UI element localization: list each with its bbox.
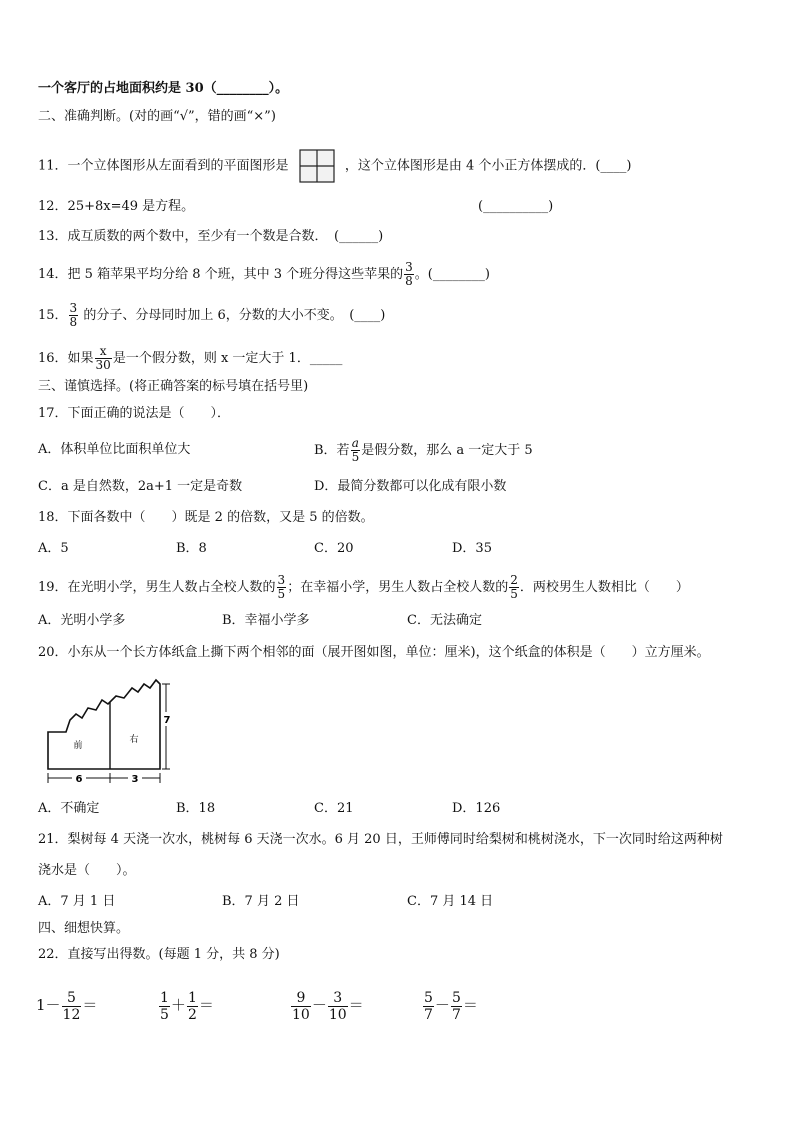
fraction: [404, 261, 414, 288]
expr-equals: ＝: [82, 996, 98, 1014]
fraction-denominator: 5: [277, 587, 286, 601]
fraction: [291, 990, 311, 1023]
dimension-3: 3: [131, 774, 139, 785]
q22-expression-4: [422, 985, 478, 1025]
fraction-denominator: 7: [424, 1006, 433, 1023]
fraction-numerator: 1: [160, 989, 169, 1006]
q20-option-b[interactable]: B．18: [176, 801, 216, 816]
fraction-denominator: 8: [69, 315, 78, 329]
q20-option-c[interactable]: C．21: [314, 801, 354, 816]
fraction: [187, 990, 198, 1023]
fraction-denominator: 8: [405, 274, 413, 288]
q21-option-b[interactable]: B．7 月 2 日: [222, 894, 300, 909]
q17-option-b-text-rest: 是假分数，那么 a 一定大于 5: [361, 443, 533, 458]
question-22-stem: 22．直接写出得数。(每题 1 分，共 8 分): [38, 947, 280, 962]
question-14: [38, 261, 490, 288]
q19-text-b: ；在幸福小学，男生人数占全校人数的: [287, 580, 509, 595]
fraction-numerator: 5: [451, 989, 461, 1006]
q21-option-a[interactable]: A．7 月 1 日: [38, 894, 116, 909]
q17-option-b-text: B．若: [314, 443, 350, 458]
expr-text: 1－: [36, 996, 61, 1014]
q17-option-a[interactable]: A．体积单位比面积单位大: [38, 442, 191, 457]
fraction-numerator: 3: [277, 573, 286, 587]
label-right: 右: [129, 735, 139, 745]
fraction-numerator: 3: [333, 989, 343, 1006]
q16-text-a: 16．如果: [38, 351, 94, 366]
q18-option-c[interactable]: C．20: [314, 541, 354, 556]
fraction-denominator: 12: [62, 1006, 81, 1023]
q19-text-c: ．两校男生人数相比（ ）: [519, 580, 689, 595]
fraction-numerator: a: [351, 436, 359, 450]
fraction-denominator: 7: [451, 1006, 461, 1023]
q18-option-b[interactable]: B．8: [176, 541, 207, 556]
q20-option-a[interactable]: A．不确定: [38, 801, 100, 816]
q18-option-a[interactable]: A．5: [38, 541, 69, 556]
dimension-6: 6: [75, 774, 83, 785]
fraction-numerator: 1: [187, 989, 197, 1006]
q16-text-b: 是一个假分数，则 x 一定大于 1．_____: [112, 351, 343, 366]
fraction: [451, 990, 462, 1023]
fraction-numerator: 9: [296, 989, 306, 1006]
dimension-7: 7: [163, 715, 171, 726]
fraction: [159, 990, 170, 1023]
label-front: 前: [73, 741, 83, 751]
question-20-stem: 20．小东从一个长方体纸盒上撕下两个相邻的面（展开图如图，单位：厘米)，这个纸盒的体积是（ ）立方厘米。: [38, 645, 710, 660]
q18-option-d[interactable]: D．35: [452, 541, 492, 556]
q17-option-c[interactable]: C．a 是自然数，2a+1 一定是奇数: [38, 479, 243, 494]
fraction: [509, 574, 519, 601]
fraction-numerator: 2: [510, 573, 518, 587]
expr-operator: －: [434, 996, 450, 1014]
q14-text-a: 14．把 5 箱苹果平均分给 8 个班，其中 3 个班分得这些苹果的: [38, 267, 404, 282]
question-15: [38, 302, 385, 329]
q22-expression-3: [290, 985, 364, 1025]
expr-equals: ＝: [462, 996, 478, 1014]
fraction: [423, 990, 434, 1023]
fraction-numerator: 5: [424, 989, 433, 1006]
q19-option-c[interactable]: C．无法确定: [407, 613, 482, 628]
q15-text-a: 15．: [38, 308, 68, 323]
q14-text-b: 。(________): [414, 267, 490, 282]
fraction-numerator: 3: [69, 301, 78, 315]
square-grid-figure: [299, 149, 335, 183]
q20-option-d[interactable]: D．126: [452, 801, 501, 816]
question-19-stem: [38, 574, 689, 601]
question-17-stem: 17．下面正确的说法是（ ）．: [38, 406, 231, 421]
fraction-denominator: 5: [160, 1006, 169, 1023]
fraction-denominator: 10: [292, 1006, 310, 1023]
fraction-numerator: 5: [67, 989, 76, 1006]
fraction-denominator: 5: [510, 587, 518, 601]
fraction: [69, 302, 79, 329]
q19-option-a[interactable]: A．光明小学多: [38, 613, 126, 628]
box-net-figure: [38, 674, 178, 790]
section-heading-choice: 三、谨慎选择。(将正确答案的标号填在括号里): [38, 379, 309, 394]
question-12: 12．25+8x=49 是方程。: [38, 199, 195, 214]
q22-expression-2: [158, 985, 214, 1025]
fraction-denominator: 5: [351, 450, 360, 464]
fraction-denominator: 30: [95, 358, 111, 372]
fraction: [351, 437, 361, 464]
question-fragment: 一个客厅的占地面积约是 30（________）。: [38, 81, 289, 96]
q22-expression-1: [36, 985, 97, 1025]
section-heading-calculation: 四、细想快算。: [38, 921, 130, 936]
fraction: [328, 990, 348, 1023]
expr-operator: －: [311, 996, 327, 1014]
question-13: 13．成互质数的两个数中，至少有一个数是合数． (______): [38, 229, 384, 244]
question-11: [38, 149, 632, 183]
q11-text-a: 11．一个立体图形从左面看到的平面图形是: [38, 158, 289, 174]
expr-equals: ＝: [348, 996, 364, 1014]
fraction-numerator: 3: [405, 260, 413, 274]
question-18-stem: 18．下面各数中（ ）既是 2 的倍数，又是 5 的倍数。: [38, 510, 374, 525]
q21-option-c[interactable]: C．7 月 14 日: [407, 894, 494, 909]
q19-option-b[interactable]: B．幸福小学多: [222, 613, 310, 628]
question-21-stem-line2: 浇水是（ ）。: [38, 863, 136, 878]
fraction-denominator: 10: [328, 1006, 347, 1023]
question-21-stem-line1: 21．梨树每 4 天浇一次水，桃树每 6 天浇一次水。6 月 20 日，王师傅同时给梨树和桃树浇水，下一次同时给这两种树: [38, 832, 723, 847]
section-heading-judgement: 二、准确判断。(对的画“√”，错的画“×”): [38, 109, 276, 124]
expr-operator: ＋: [170, 996, 186, 1014]
q15-text-b: 的分子、分母同时加上 6，分数的大小不变。 (____): [79, 308, 386, 323]
question-16: [38, 345, 342, 372]
q12-answer-blank[interactable]: (__________): [478, 199, 554, 214]
fraction-numerator: x: [99, 344, 107, 358]
expr-equals: ＝: [198, 996, 214, 1014]
fraction-denominator: 2: [187, 1006, 197, 1023]
q11-text-b: ，这个立体图形是由 4 个小正方体摆成的．(____): [344, 158, 632, 174]
q17-option-b[interactable]: [314, 437, 533, 464]
q19-text-a: 19．在光明小学，男生人数占全校人数的: [38, 580, 276, 595]
fraction: [277, 574, 287, 601]
q17-option-d[interactable]: D．最简分数都可以化成有限小数: [314, 479, 507, 494]
fraction: [62, 990, 82, 1023]
fraction: [95, 345, 112, 372]
